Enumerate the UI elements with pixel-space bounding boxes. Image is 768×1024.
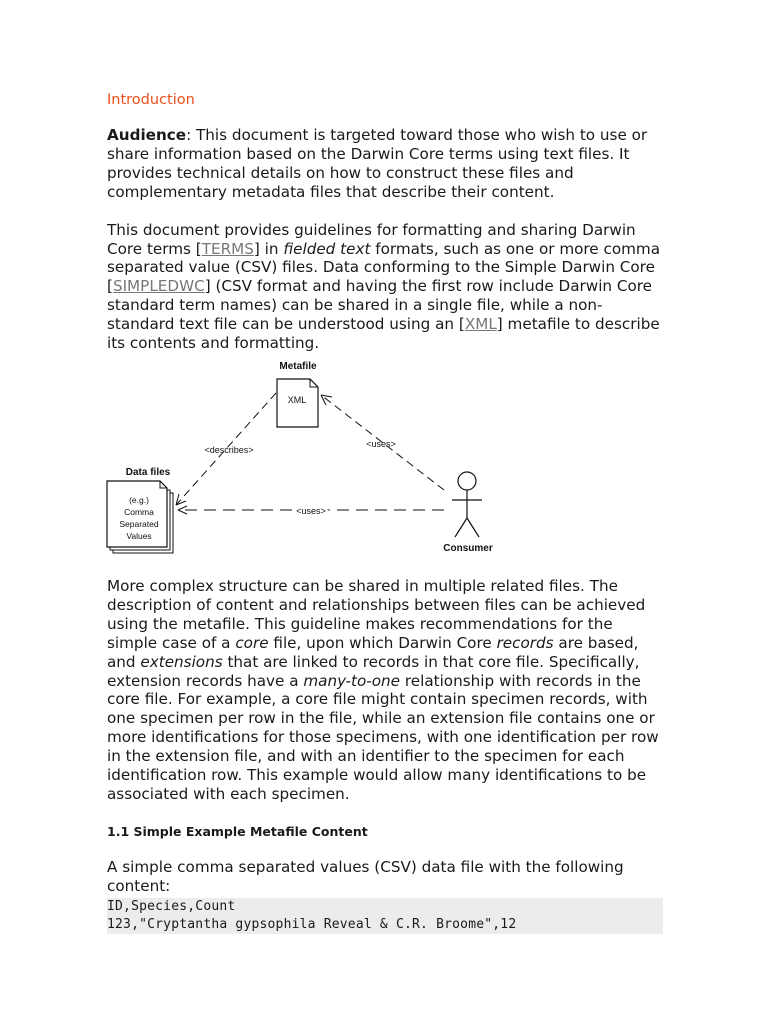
document-page	[107, 90, 667, 934]
metafile-label: Metafile	[279, 360, 317, 372]
datafile-line-1: (e.g.)	[129, 494, 149, 505]
terms-link[interactable]: TERMS	[201, 239, 254, 258]
describes-label: <describes>	[204, 444, 254, 455]
datafile-line-2: Comma	[124, 506, 154, 517]
csv-intro-paragraph: A simple comma separated values (CSV) data file with the following content:	[107, 857, 624, 895]
consumer-icon	[452, 472, 482, 537]
datafile-line-3: Separated	[119, 518, 159, 529]
section-title-introduction: Introduction	[107, 92, 195, 108]
data-files-icon	[107, 481, 173, 553]
uses-label-bottom: <uses>	[296, 505, 326, 516]
consumer-label: Consumer	[443, 542, 493, 554]
xml-link[interactable]: XML	[464, 315, 497, 334]
datafile-line-4: Values	[126, 530, 152, 541]
structure-paragraph: More complex structure can be shared in multiple related files. The description of content and relationships between files can be achieved using the metafile. This guideline makes recommendations for the simple case of a core file, upon which Darwin Core records are based, and extensions that are linked to records in that core file. Specifically, extension records have a many-to-one relationship with records in the core file. For example, a core file might contain specimen records, with one specimen per row in the file, while an extension file contains one or more identifications for those specimens, with one identification per row in the extension file, and with an identifier to the specimen for each identification row. This example would allow many identifications to be associated with each specimen.	[107, 576, 659, 803]
audience-paragraph: Audience: This document is targeted toward those who wish to use or share information based on the Darwin Core terms using text files. It provides technical details on how to construct these files and complementary metadata files that describe their content.	[107, 126, 648, 201]
section-title-metafile-example: 1.1 Simple Example Metafile Content	[107, 823, 368, 839]
simpledwc-link[interactable]: SIMPLEDWC	[112, 277, 205, 296]
code-block	[107, 898, 663, 934]
code-line: ID,Species,Count	[107, 898, 236, 914]
audience-label: Audience	[107, 126, 187, 144]
metafile-diagram	[107, 355, 667, 577]
code-line: 123,"Cryptantha gypsophila Reveal & C.R. Broome",12	[107, 916, 517, 932]
uses-label-top: <uses>	[366, 438, 396, 449]
guidelines-paragraph: This document provides guidelines for formatting and sharing Darwin Core terms [TERMS] in fielded text formats, such as one or more comma separated value (CSV) files. Data conforming to the Simple Darwin Core [SIMPLEDWC] (CSV format and having the first row include Darwin Core standard term names) can be shared in a single file, while a non-standard text file can be understood using an [XML] metafile to describe its contents and formatting.	[107, 220, 661, 353]
datafiles-label: Data files	[125, 466, 171, 478]
xml-label: XML	[287, 394, 307, 405]
